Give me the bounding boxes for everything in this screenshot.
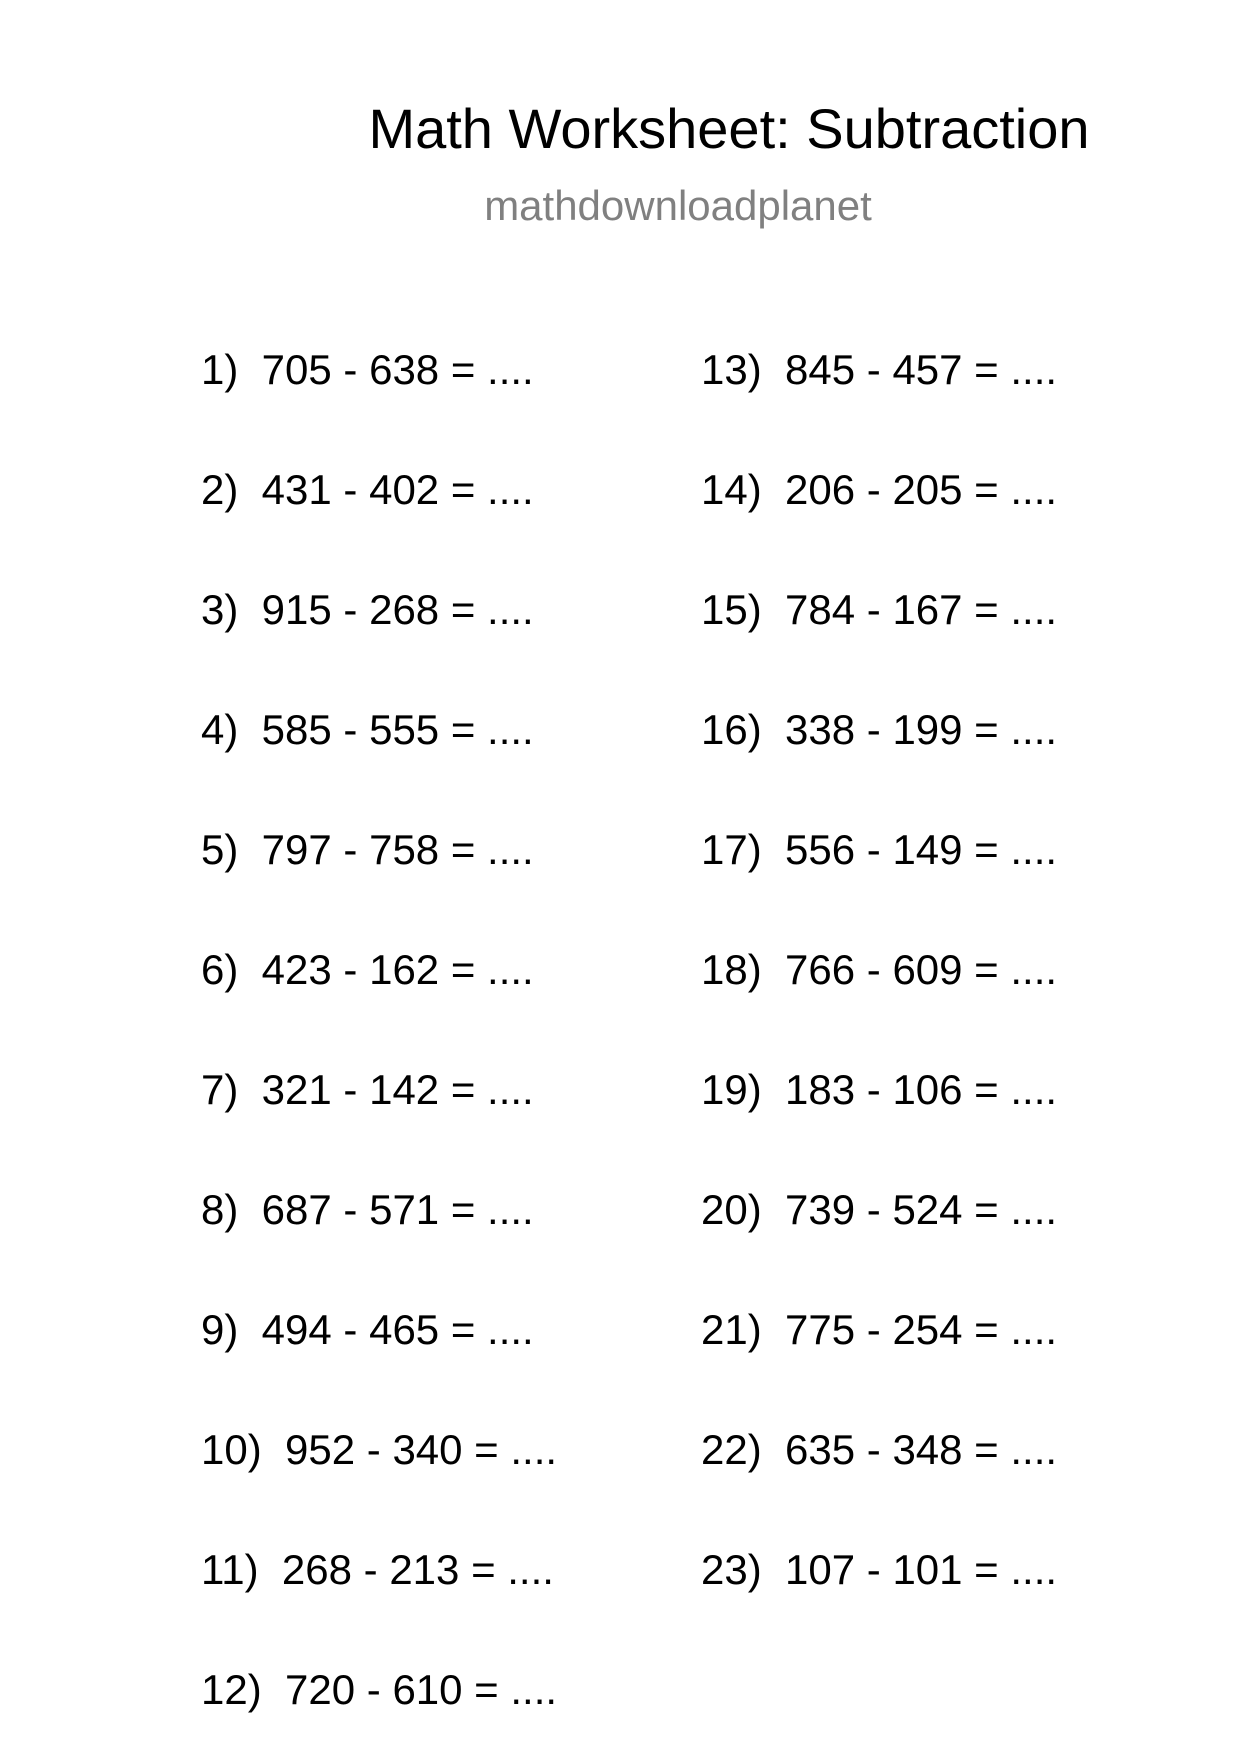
problem-item: 7) 321 - 142 = .... (201, 1066, 534, 1113)
problem-item: 4) 585 - 555 = .... (201, 706, 534, 753)
problem-item: 18) 766 - 609 = .... (701, 946, 1058, 993)
problem-item: 12) 720 - 610 = .... (201, 1666, 558, 1713)
problem-item: 10) 952 - 340 = .... (201, 1426, 558, 1473)
problem-item: 15) 784 - 167 = .... (701, 586, 1058, 633)
problem-item: 16) 338 - 199 = .... (701, 706, 1058, 753)
problem-item: 2) 431 - 402 = .... (201, 466, 534, 513)
problem-item: 14) 206 - 205 = .... (701, 466, 1058, 513)
problem-item: 17) 556 - 149 = .... (701, 826, 1058, 873)
problem-item: 6) 423 - 162 = .... (201, 946, 534, 993)
problem-item: 5) 797 - 758 = .... (201, 826, 534, 873)
problem-item: 20) 739 - 524 = .... (701, 1186, 1058, 1233)
problem-item: 3) 915 - 268 = .... (201, 586, 534, 633)
problem-item: 13) 845 - 457 = .... (701, 346, 1058, 393)
problem-item: 23) 107 - 101 = .... (701, 1546, 1058, 1593)
problem-item: 1) 705 - 638 = .... (201, 346, 534, 393)
problem-item: 19) 183 - 106 = .... (701, 1066, 1058, 1113)
problem-item: 8) 687 - 571 = .... (201, 1186, 534, 1233)
problem-item: 9) 494 - 465 = .... (201, 1306, 534, 1353)
problem-item: 11) 268 - 213 = .... (201, 1546, 554, 1593)
page-title: Math Worksheet: Subtraction (368, 97, 1090, 160)
problem-item: 22) 635 - 348 = .... (701, 1426, 1058, 1473)
source-subtitle: mathdownloadplanet (484, 182, 872, 229)
problem-item: 21) 775 - 254 = .... (701, 1306, 1058, 1353)
